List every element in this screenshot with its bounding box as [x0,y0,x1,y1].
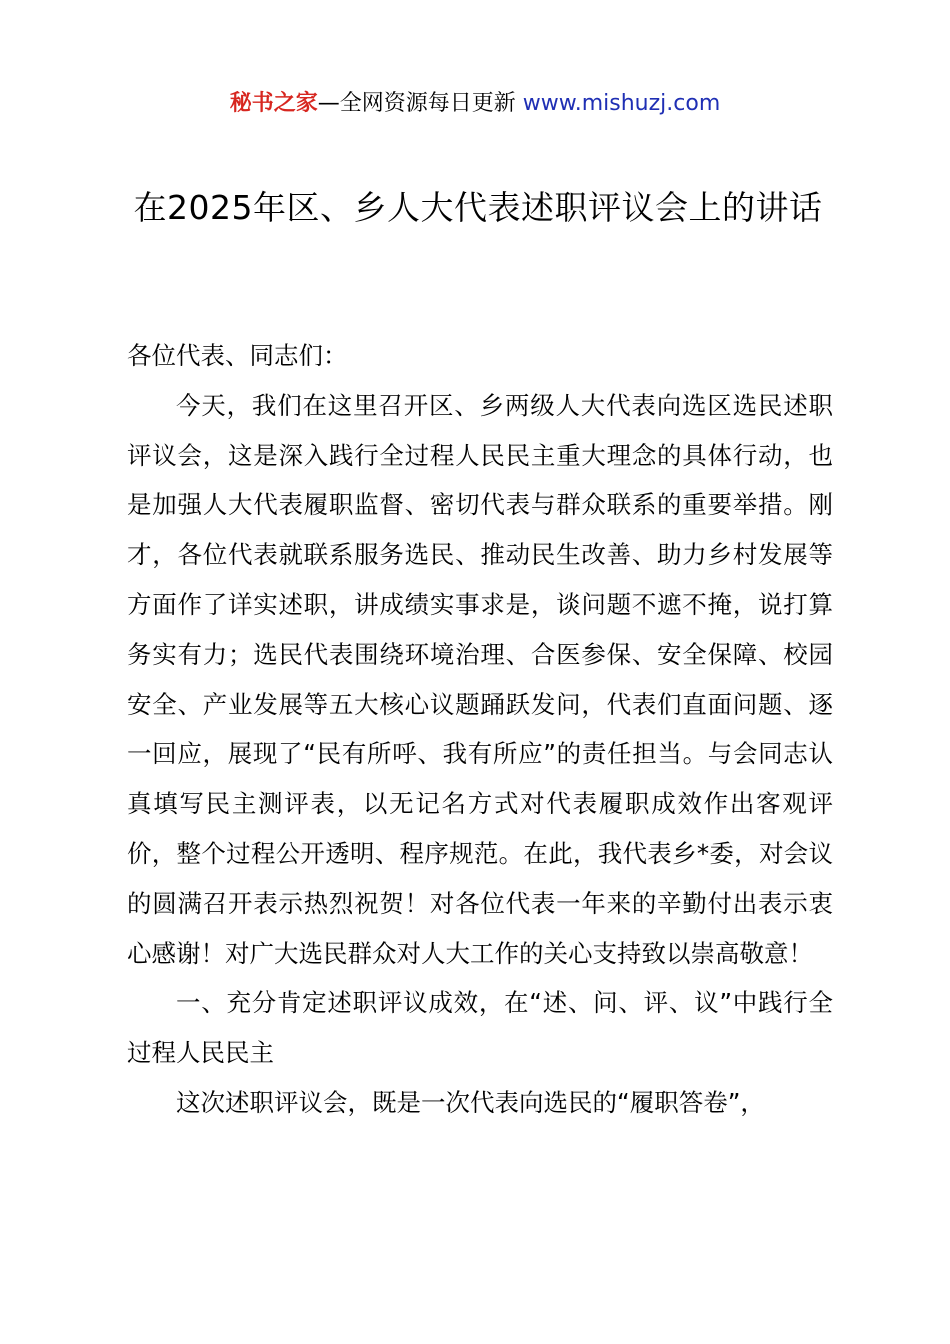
site-url-link[interactable]: www.mishuzj.com [522,91,721,116]
paragraph: 今天，我们在这里召开区、乡两级人大代表向选区选民述职评议会，这是深入践行全过程人民民主重大理念的具体行动，也是加强人大代表履职监督、密切代表与群众联系的重要举措。刚才，各位代表就联系服务选民、推动民生改善、助力乡村发展等方面作了详实述职，讲成绩实事求是，谈问题不遮不掩，说打算务实有力；选民代表围绕环境治理、合医参保、安全保障、校园安全、产业发展等五大核心议题踊跃发问，代表们直面问题、逐一回应，展现了“民有所呼、我有所应”的责任担当。与会同志认真填写民主测评表，以无记名方式对代表履职成效作出客观评价，整个过程公开透明、程序规范。在此，我代表乡*委，对会议的圆满召开表示热烈祝贺！对各位代表一年来的辛勤付出表示衷心感谢！对广大选民群众对人大工作的关心支持致以崇高敬意！ [127,390,833,968]
header-slogan: —全网资源每日更新 [317,91,523,116]
brand-name: 秘书之家 [229,91,318,116]
paragraph: 这次述职评议会，既是一次代表向选民的“履职答卷”， [176,1087,765,1117]
salutation: 各位代表、同志们： [127,341,348,370]
document-body [127,331,833,1128]
document-title: 在2025年区、乡人大代表述职评议会上的讲话 [133,188,823,227]
section-heading: 一、充分肯定述职评议成效，在“述、问、评、议”中践行全过程人民民主 [127,988,833,1068]
site-header [0,88,950,120]
